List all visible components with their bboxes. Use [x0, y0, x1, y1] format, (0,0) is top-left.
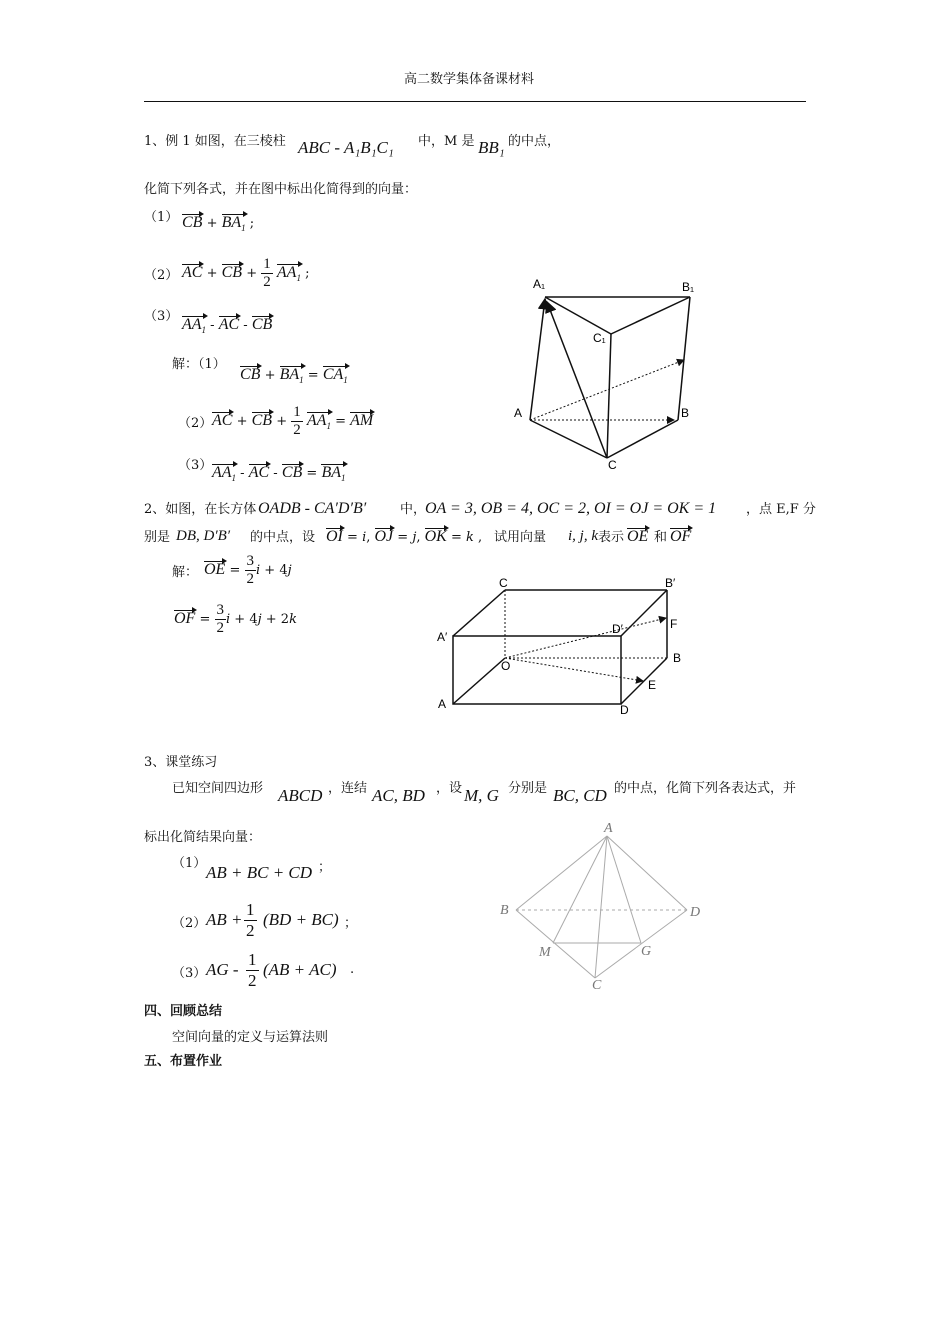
ex3-title: 3、课堂练习: [144, 755, 218, 770]
ex3-q3-a: AG -: [206, 960, 239, 979]
half-den: 2: [246, 921, 255, 940]
edge-d-b: [621, 658, 667, 704]
label-ap: A′: [437, 630, 448, 644]
ex1-bb1: BB₁: [478, 138, 505, 157]
ex3-intro-e: 的中点，化简下列各表达式，并: [614, 781, 797, 796]
edge-bc: [607, 420, 678, 458]
ex3-mg: M, G: [464, 786, 499, 805]
ex2-lengths: OA = 3, OB = 4, OC = 2, OI = OJ = OK = 1: [425, 500, 717, 517]
ex2-defs: OI = i, OJ = j, OK = k ,: [326, 528, 483, 545]
ex1-q3-expr: $AA_1$ - AC - CB: [182, 316, 273, 336]
half-den: 2: [248, 971, 257, 990]
ex2-of: OF: [670, 528, 692, 545]
section4-body: 空间向量的定义与运算法则: [172, 1030, 329, 1045]
ex1-intro-a: 1、例 1 如图，在三棱柱: [144, 134, 286, 149]
label-f: F: [670, 617, 678, 631]
label-d: D: [690, 905, 701, 920]
edge-dp-bp: [621, 590, 667, 636]
edge-b1b: [678, 297, 690, 420]
vector-aa1: [530, 299, 545, 420]
ex2-line2-d: 表示: [598, 530, 625, 545]
label-a: A: [604, 821, 613, 836]
ex3-q2-tail: ；: [344, 916, 358, 931]
ex3-intro-d: 分别是: [508, 781, 548, 796]
ex3-intro-a: 已知空间四边形: [172, 781, 264, 796]
label-c1: C₁: [593, 331, 606, 345]
ex3-line2: 标出化简结果向量：: [144, 830, 262, 845]
half-num: 1: [248, 950, 257, 969]
ex2-s-oe: OE = $\frac{3}{2}$ i + 4j: [204, 553, 292, 587]
ex2-mids: DB, D′B′: [176, 528, 231, 544]
prism-diagram: [500, 270, 720, 475]
page-header: 高二数学集体备课材料: [404, 72, 535, 87]
edge-c1c: [607, 334, 611, 458]
edge-a1c1: [545, 297, 611, 334]
label-dp: D′: [612, 622, 623, 636]
edge-ab: [516, 836, 607, 910]
label-b: B: [673, 651, 682, 665]
tetrahedron-diagram: [495, 818, 725, 993]
ex3-q1-label: （1）: [172, 856, 207, 871]
ex2-line2-b: 的中点，设: [250, 530, 316, 545]
ex2-oe: OE: [627, 528, 649, 545]
ex2-box: OADB - CA′D′B′: [258, 500, 367, 517]
edge-ac: [530, 420, 607, 458]
label-a: A: [514, 406, 523, 420]
ex2-s-of: OF = $\frac{3}{2}$ i + 4j + 2k: [174, 602, 297, 636]
ex1-intro-b: 中，M 是: [418, 134, 475, 149]
ex1-q3-label: （3）: [144, 309, 179, 324]
label-c: C: [499, 576, 508, 590]
ex3-q3-half: [246, 950, 259, 991]
ex3-q2-half: [244, 900, 257, 941]
label-b1: B₁: [682, 280, 695, 294]
half-num: 1: [246, 900, 255, 919]
ex2-intro-a: 2、如图，在长方体: [144, 502, 257, 517]
ex3-q1-expr: AB + BC + CD: [206, 863, 313, 882]
vector-of: [505, 618, 666, 658]
ex3-q3-tail: .: [350, 962, 355, 977]
label-b: B: [500, 903, 509, 918]
ex2-line2-c: 试用向量: [494, 530, 547, 545]
ex2-intro-b: 中，: [400, 502, 427, 517]
ex3-intro-c: ，设: [436, 781, 463, 796]
ex1-q2-label: （2）: [144, 268, 179, 283]
ex1-s2-label: （2）: [178, 416, 213, 431]
ex3-abcd: ABCD: [278, 786, 323, 805]
section4-title: 四、回顾总结: [144, 1004, 223, 1019]
label-m: M: [539, 945, 551, 960]
label-c: C: [608, 458, 617, 472]
ex1-s3-label: （3）: [178, 458, 213, 473]
label-b: B: [681, 406, 690, 420]
ex3-q3-label: （3）: [172, 966, 207, 981]
section5-title: 五、布置作业: [144, 1054, 223, 1069]
ex3-q1-tail: ；: [318, 860, 332, 875]
label-g: G: [641, 944, 652, 959]
label-c: C: [592, 978, 602, 993]
label-d: D: [620, 703, 629, 717]
edge-b1c1: [611, 297, 690, 334]
ex1-s2-expr: AC + CB + $\frac{1}{2}$ $AA_1$ = AM: [212, 404, 374, 438]
ex2-sol-label: 解：: [172, 565, 199, 580]
ex1-q1-expr: CB + $BA_1$ ;: [182, 214, 255, 234]
ex1-sol-label: 解：（1）: [172, 357, 226, 372]
vector-oe: [505, 658, 643, 681]
ex2-line2-a: 别是: [144, 530, 171, 545]
ex1-q2-expr: AC + CB + $\frac{1}{2}$ $AA_1$ ;: [182, 256, 310, 290]
ex2-ijk: i, j, k: [568, 528, 598, 544]
ex1-q1-label: （1）: [144, 210, 179, 225]
ex1-line2: 化简下列各式，并在图中标出化简得到的向量：: [144, 182, 418, 197]
ex3-bccd: BC, CD: [553, 786, 607, 805]
ex3-q2-b: (BD + BC): [263, 910, 339, 929]
ex2-intro-c: ，点 E,F 分: [746, 502, 816, 517]
ex3-intro-b: ，连结: [328, 781, 368, 796]
ex3-q3-b: (AB + AC): [263, 960, 337, 979]
front-face: [453, 636, 621, 704]
label-e: E: [648, 678, 657, 692]
header-rule: [144, 101, 806, 102]
ex1-s3-expr: $AA_1$ - AC - CB = $BA_1$: [212, 464, 346, 484]
diag-ao: [453, 658, 505, 704]
ex1-s1-expr: CB + $BA_1 = CA_1$: [240, 366, 348, 386]
vector-am-dotted: [530, 360, 684, 420]
vector-ca1: [547, 302, 607, 458]
label-a: A: [438, 697, 447, 711]
label-bp: B′: [665, 576, 676, 590]
cuboid-diagram: [430, 572, 700, 720]
edge-ap-c: [453, 590, 505, 636]
edge-bc: [516, 910, 595, 978]
ex2-line2-e: 和: [654, 530, 668, 545]
ex3-acbd: AC, BD: [372, 786, 425, 805]
ex3-q2-a: AB +: [206, 910, 243, 929]
ex3-q2-label: （2）: [172, 916, 207, 931]
label-o: O: [501, 659, 511, 673]
label-a1: A₁: [533, 277, 546, 291]
ex1-prism: ABC - A₁B₁C₁: [298, 138, 394, 157]
ex1-intro-c: 的中点，: [508, 134, 561, 149]
